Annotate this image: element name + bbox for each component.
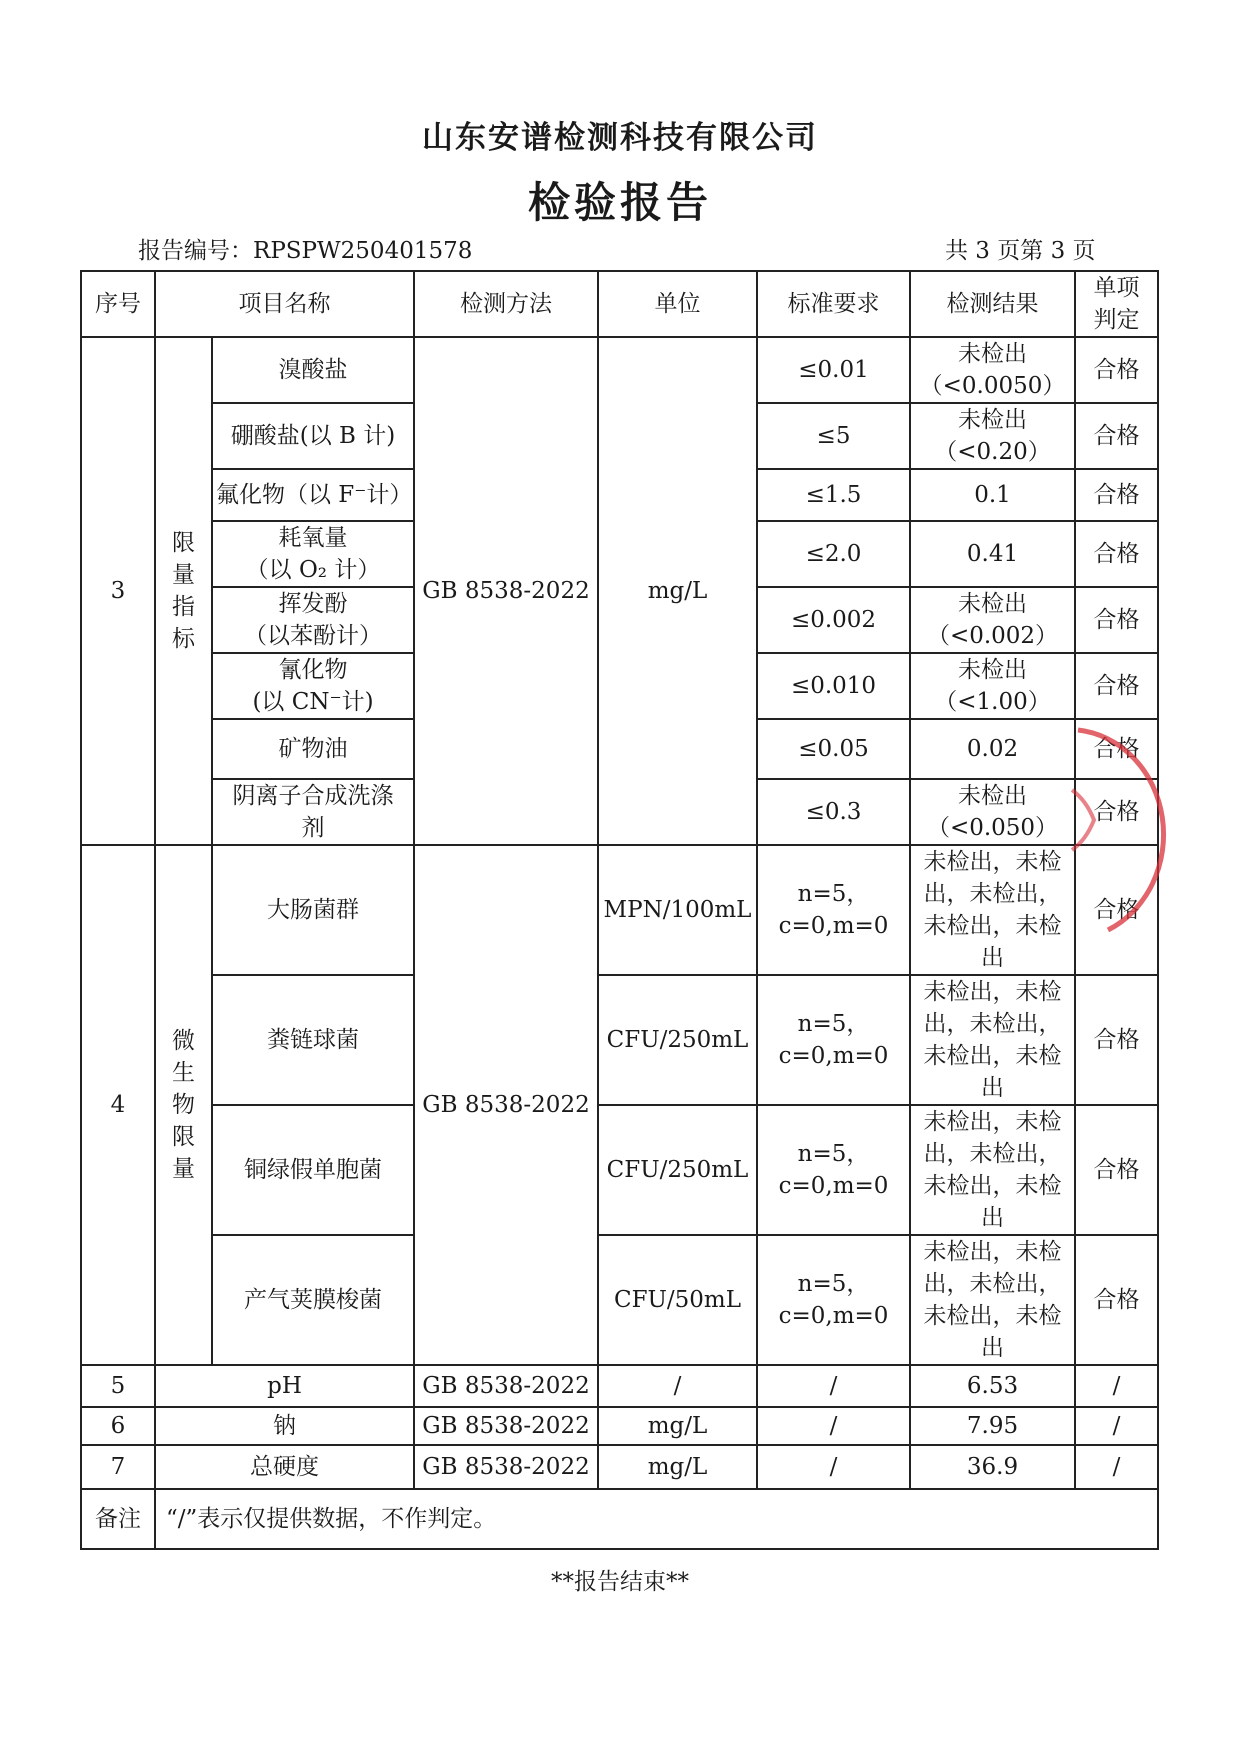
header-item: 项目名称	[155, 271, 414, 337]
judgement: 合格	[1075, 337, 1158, 403]
header-requirement: 标准要求	[757, 271, 910, 337]
table-row	[81, 1105, 1158, 1235]
result: 未检出，未检 出，未检出， 未检出，未检 出	[910, 845, 1075, 975]
result: 未检出 （<0.0050）	[910, 337, 1075, 403]
header-no: 序号	[81, 271, 155, 337]
requirement: ≤0.010	[757, 653, 910, 719]
unit: CFU/250mL	[598, 1105, 757, 1235]
row-no: 4	[81, 845, 155, 1365]
requirement: n=5， c=0,m=0	[757, 1235, 910, 1365]
result: 7.95	[910, 1407, 1075, 1445]
item-name: 矿物油	[212, 719, 414, 779]
row-no: 6	[81, 1407, 155, 1445]
unit: mg/L	[598, 1445, 757, 1489]
judgement: /	[1075, 1407, 1158, 1445]
unit: MPN/100mL	[598, 845, 757, 975]
category-label: 限 量 指 标	[155, 337, 212, 845]
page-info: 共 3 页第 3 页	[945, 238, 1096, 264]
unit: CFU/50mL	[598, 1235, 757, 1365]
test-method: GB 8538-2022	[414, 1445, 598, 1489]
requirement: /	[757, 1365, 910, 1407]
result: 未检出 （<0.20）	[910, 403, 1075, 469]
result: 6.53	[910, 1365, 1075, 1407]
remark-text: “/”表示仅提供数据，不作判定。	[155, 1489, 1158, 1549]
judgement: /	[1075, 1365, 1158, 1407]
table-row	[81, 1445, 1158, 1489]
judgement: 合格	[1075, 1105, 1158, 1235]
category-label: 微 生 物 限 量	[155, 845, 212, 1365]
unit: mg/L	[598, 337, 757, 845]
table-row	[81, 975, 1158, 1105]
judgement: 合格	[1075, 587, 1158, 653]
requirement: ≤5	[757, 403, 910, 469]
table-header-row	[81, 271, 1158, 337]
judgement: 合格	[1075, 845, 1158, 975]
requirement: /	[757, 1407, 910, 1445]
header-unit: 单位	[598, 271, 757, 337]
header-judgement: 单项 判定	[1075, 271, 1158, 337]
requirement: ≤1.5	[757, 469, 910, 521]
requirement: ≤0.01	[757, 337, 910, 403]
row-no: 5	[81, 1365, 155, 1407]
item-name: 产气荚膜梭菌	[212, 1235, 414, 1365]
judgement: 合格	[1075, 521, 1158, 587]
table-row	[81, 1407, 1158, 1445]
judgement: 合格	[1075, 719, 1158, 779]
table-row	[81, 845, 1158, 975]
requirement: ≤0.05	[757, 719, 910, 779]
row-no: 3	[81, 337, 155, 845]
judgement: 合格	[1075, 975, 1158, 1105]
test-method: GB 8538-2022	[414, 1407, 598, 1445]
item-name: 溴酸盐	[212, 337, 414, 403]
judgement: /	[1075, 1445, 1158, 1489]
judgement: 合格	[1075, 403, 1158, 469]
result: 未检出，未检 出，未检出， 未检出，未检 出	[910, 1235, 1075, 1365]
result: 36.9	[910, 1445, 1075, 1489]
company-name: 山东安谱检测科技有限公司	[422, 120, 818, 156]
item-name: 阴离子合成洗涤 剂	[212, 779, 414, 845]
results-table	[80, 270, 1159, 1550]
requirement: n=5， c=0,m=0	[757, 1105, 910, 1235]
judgement: 合格	[1075, 1235, 1158, 1365]
test-method: GB 8538-2022	[414, 1365, 598, 1407]
judgement: 合格	[1075, 779, 1158, 845]
unit: mg/L	[598, 1407, 757, 1445]
result: 0.1	[910, 469, 1075, 521]
result: 未检出，未检 出，未检出， 未检出，未检 出	[910, 975, 1075, 1105]
item-name: 总硬度	[155, 1445, 414, 1489]
row-no: 7	[81, 1445, 155, 1489]
result: 0.41	[910, 521, 1075, 587]
report-end: **报告结束**	[551, 1569, 689, 1595]
requirement: ≤2.0	[757, 521, 910, 587]
report-title: 检验报告	[527, 178, 712, 227]
item-name: 氟化物（以 F⁻计）	[212, 469, 414, 521]
result: 未检出 （<0.050）	[910, 779, 1075, 845]
result: 未检出 （<1.00）	[910, 653, 1075, 719]
judgement: 合格	[1075, 653, 1158, 719]
test-method: GB 8538-2022	[414, 845, 598, 1365]
requirement: ≤0.3	[757, 779, 910, 845]
item-name: 大肠菌群	[212, 845, 414, 975]
requirement: n=5， c=0,m=0	[757, 975, 910, 1105]
unit: CFU/250mL	[598, 975, 757, 1105]
item-name: 硼酸盐(以 B 计)	[212, 403, 414, 469]
table-row	[81, 337, 1158, 403]
requirement: n=5， c=0,m=0	[757, 845, 910, 975]
item-name: 氰化物 (以 CN⁻计)	[212, 653, 414, 719]
requirement: /	[757, 1445, 910, 1489]
table-row	[81, 1365, 1158, 1407]
remark-row	[81, 1489, 1158, 1549]
header-result: 检测结果	[910, 271, 1075, 337]
result: 未检出，未检 出，未检出， 未检出，未检 出	[910, 1105, 1075, 1235]
item-name: 挥发酚 （以苯酚计）	[212, 587, 414, 653]
test-method: GB 8538-2022	[414, 337, 598, 845]
item-name: 耗氧量 （以 O₂ 计）	[212, 521, 414, 587]
item-name: 粪链球菌	[212, 975, 414, 1105]
item-name: pH	[155, 1365, 414, 1407]
result: 未检出 （<0.002）	[910, 587, 1075, 653]
requirement: ≤0.002	[757, 587, 910, 653]
result: 0.02	[910, 719, 1075, 779]
item-name: 铜绿假单胞菌	[212, 1105, 414, 1235]
item-name: 钠	[155, 1407, 414, 1445]
judgement: 合格	[1075, 469, 1158, 521]
header-method: 检测方法	[414, 271, 598, 337]
remark-label: 备注	[81, 1489, 155, 1549]
unit: /	[598, 1365, 757, 1407]
table-row	[81, 1235, 1158, 1365]
report-number: 报告编号：RPSPW250401578	[138, 238, 473, 264]
